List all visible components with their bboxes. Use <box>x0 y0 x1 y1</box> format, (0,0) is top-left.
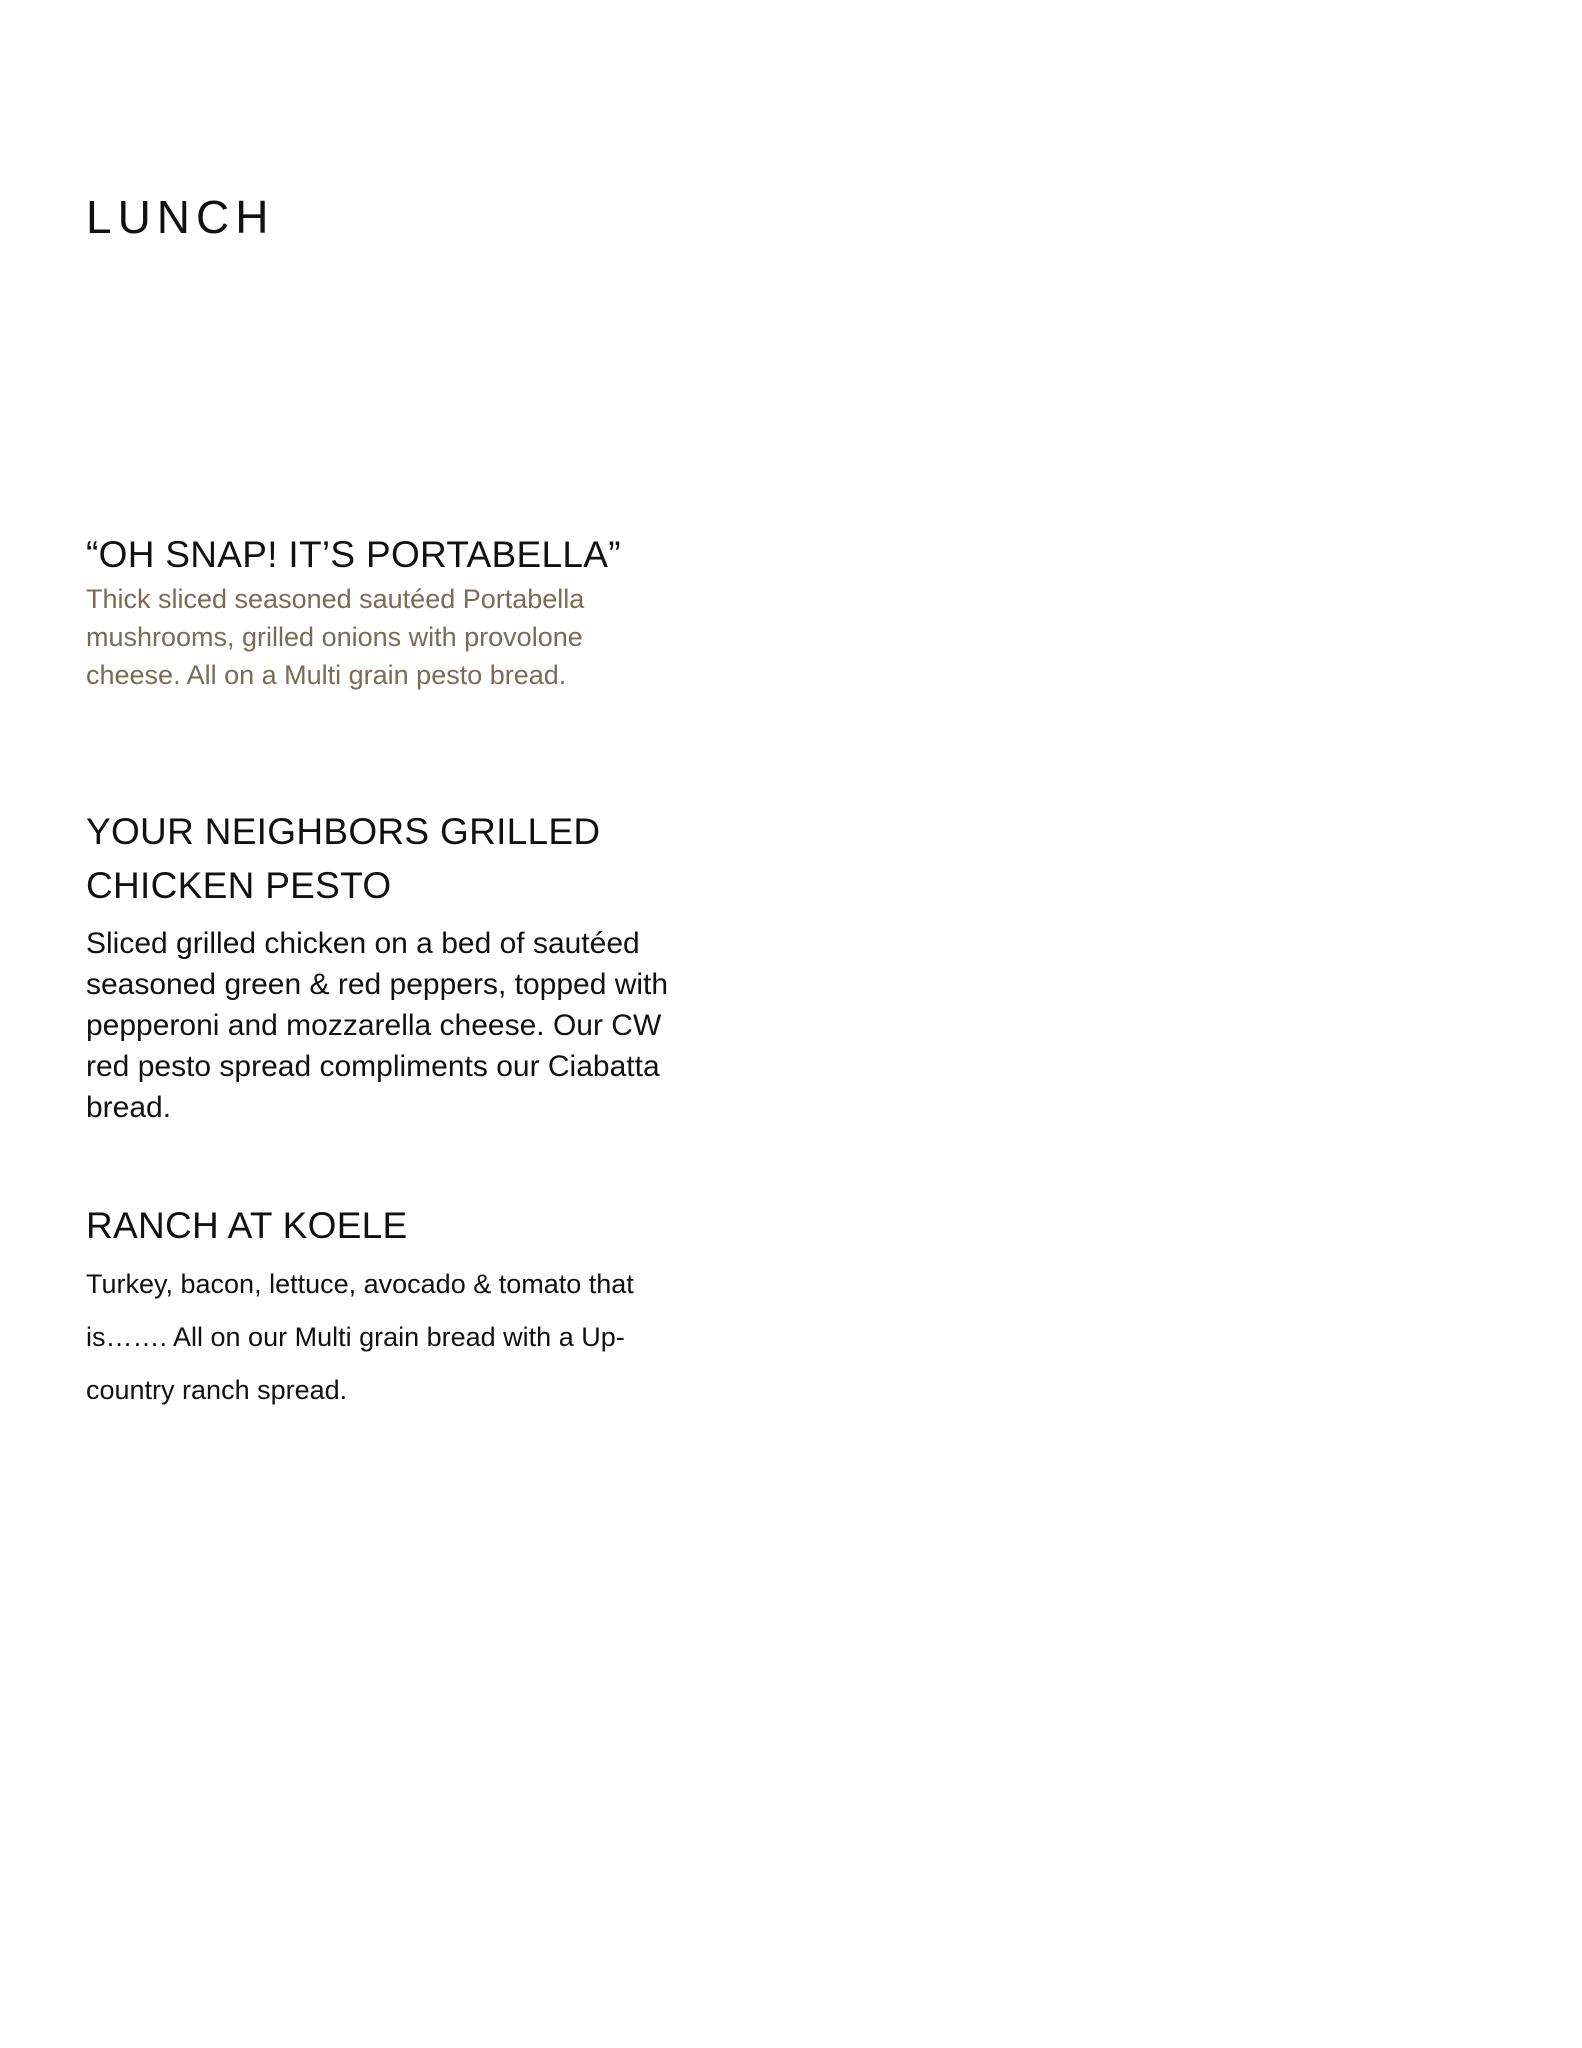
menu-item-description: Sliced grilled chicken on a bed of sautéed seasoned green & red peppers, topped with pepperoni and mozzarella cheese. Our CW red pesto spread compliments our Ciabatta bread. <box>86 927 669 1124</box>
menu-item-description: Turkey, bacon, lettuce, avocado & tomato that is……. All on our Multi grain bread with a Up-country ranch spread. <box>86 1269 634 1405</box>
menu-item <box>86 1200 706 1417</box>
menu-item-title: “OH SNAP! IT’S PORTABELLA” <box>86 534 621 575</box>
page-title: LUNCH <box>86 191 275 243</box>
menu-item-title: RANCH AT KOELE <box>86 1205 408 1246</box>
menu-item <box>86 530 706 694</box>
menu-item <box>86 805 706 1128</box>
menu-item-description: Thick sliced seasoned sautéed Portabella mushrooms, grilled onions with provolone cheese. All on a Multi grain pesto bread. <box>86 584 585 690</box>
menu-item-title: YOUR NEIGHBORS GRILLED CHICKEN PESTO <box>86 811 601 906</box>
